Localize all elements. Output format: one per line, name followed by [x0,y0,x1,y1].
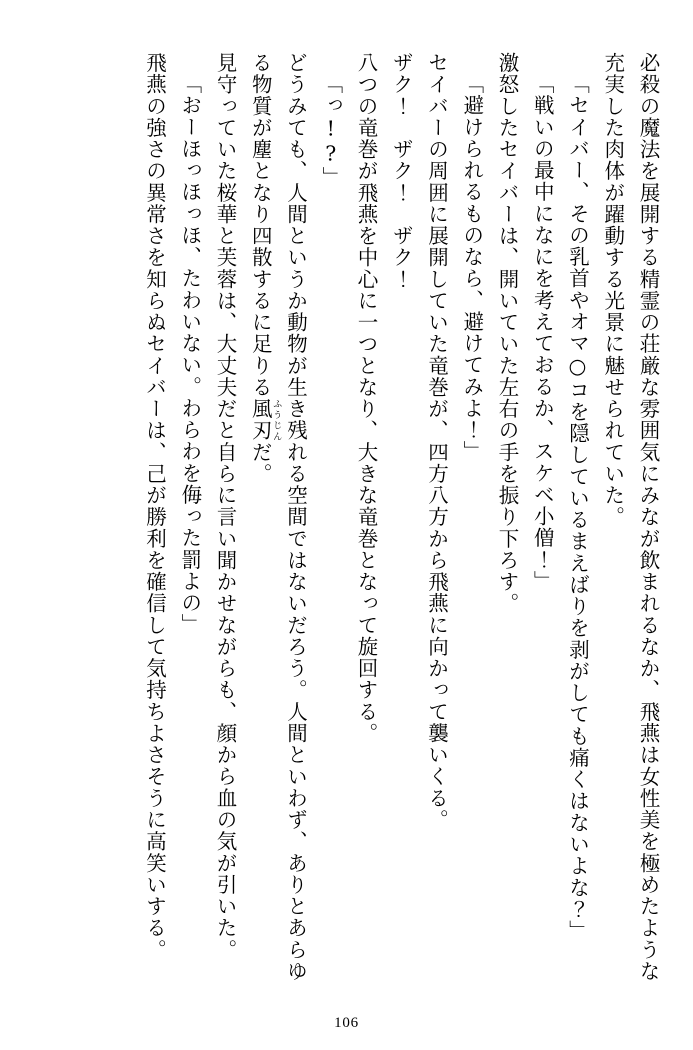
ruby-reading: ふうじん [270,398,282,442]
paragraph-with-ruby [242,52,313,982]
paragraph: 「おーほっほっほ、たわいない。わらわを侮った罰よの」 [177,72,202,635]
paragraph: 必殺の魔法を展開する精霊の荘厳な雰囲気にみなが飲まれるなか、飛燕は女性美を極めたような充実した肉体が躍動する光景に魅せられていた。 [600,52,660,982]
paragraph: 「セイバー、その乳首やオマ○コを隠しているまえばりを剥がしても痛くはないよな？」 [565,72,590,942]
paragraph: 激怒したセイバーは、開いていた左右の手を振り下ろす。 [495,52,519,615]
paragraph: 見守っていた桜華と芙蓉は、大丈夫だと自らに言い聞かせながらも、顔から血の気が引いた。 [213,52,237,961]
paragraph-text: どうみても、人間というか動物が生き残れる空間ではないだろう。人間といわず、ありとあらゆる物質が塵となり四散するに足りる風刃ふうじんだ。 [248,52,308,982]
ruby-term: 風刃ふうじん [248,398,282,442]
paragraph: 飛燕の強さの異常さを知らぬセイバーは、己が勝利を確信して気持ちよさそうに高笑いする。 [142,52,167,961]
paragraph: 「避けられるものなら、避けてみよ！」 [459,72,484,462]
page-number: 106 [334,1015,359,1031]
paragraph: ザク！ ザク！ ザク！ [389,52,414,290]
paragraph: セイバーの周囲に展開していた竜巻が、四方八方から飛燕に向かって襲いくる。 [424,52,449,831]
paragraph: 「っ!?」 [318,72,343,188]
paragraph: 八つの竜巻が飛燕を中心に一つとなり、大きな竜巻となって旋回する。 [354,52,378,745]
paragraph: 「戦いの最中になにを考えておるか、スケベ小僧！」 [530,72,555,592]
vertical-text-body [30,52,665,982]
